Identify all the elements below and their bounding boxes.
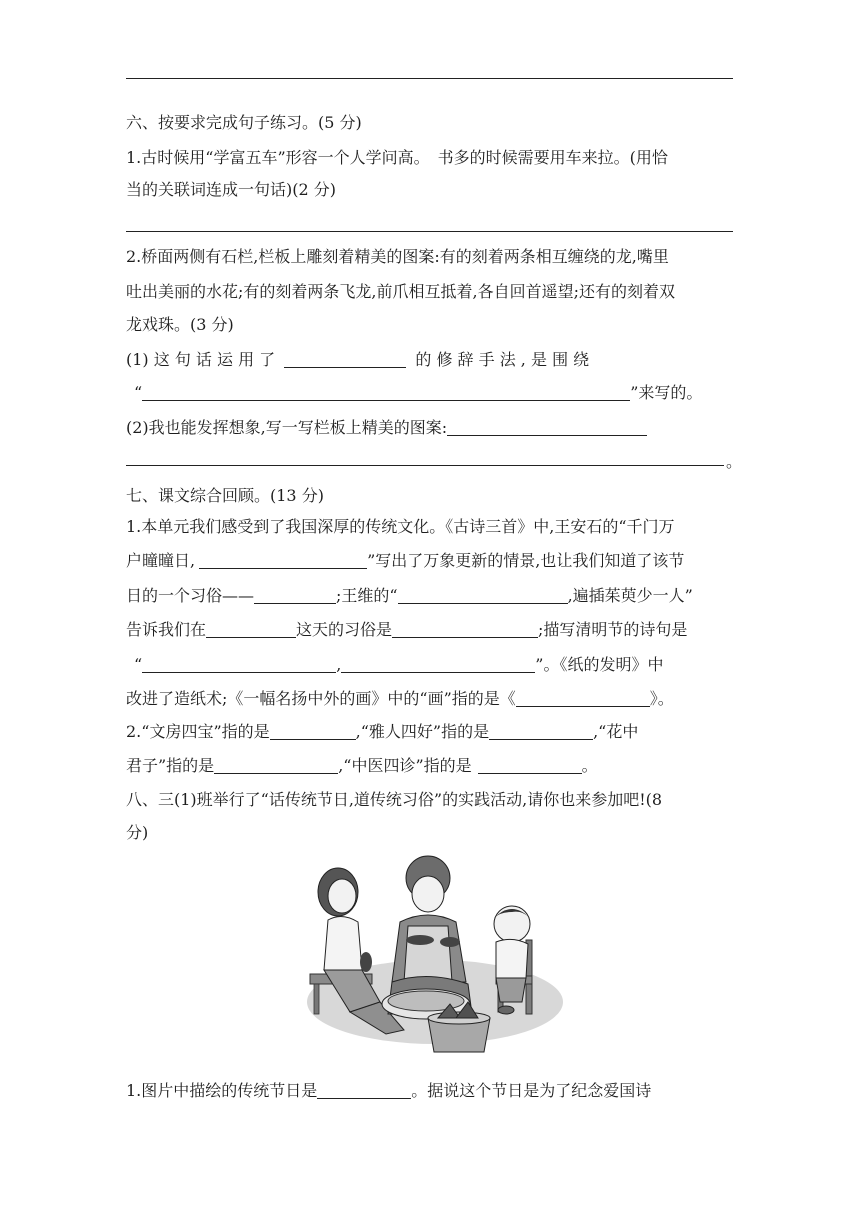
festival-custom-blank[interactable] bbox=[392, 623, 538, 638]
sec7-l5 bbox=[126, 655, 736, 675]
sec7-q2-c: ,“花中 bbox=[593, 722, 639, 741]
top-rule bbox=[126, 78, 733, 79]
sec6-q2-line3: 龙戏珠。(3 分) bbox=[126, 315, 234, 334]
poem-line-blank[interactable] bbox=[199, 554, 367, 569]
four-pastimes-blank[interactable] bbox=[489, 725, 593, 740]
festival-name-blank[interactable] bbox=[317, 1084, 411, 1099]
sec7-l4 bbox=[126, 620, 736, 640]
sec7-l6 bbox=[126, 689, 736, 709]
sec6-q1-line1: 1.古时候用“学富五车”形容一个人学问高。 书多的时候需要用车来拉。(用恰 bbox=[126, 148, 668, 167]
sec7-l3 bbox=[126, 586, 736, 606]
sec7-q2-a: 2.“文房四宝”指的是 bbox=[126, 722, 270, 741]
sec7-l4-b: 这天的习俗是 bbox=[296, 620, 393, 639]
sec7-q2-f: 。 bbox=[581, 756, 598, 775]
sec7-q2-line2 bbox=[126, 756, 736, 776]
sec6-q2-1-suffix: 的 修 辞 手 法 , 是 围 绕 bbox=[415, 350, 590, 369]
sec7-q2-d: 君子”指的是 bbox=[126, 756, 215, 775]
qingming-line-blank-2[interactable] bbox=[341, 658, 535, 673]
sec7-l6-b: 》。 bbox=[649, 689, 674, 708]
painting-name-blank[interactable] bbox=[516, 692, 650, 707]
sec7-l5-b: , bbox=[336, 655, 342, 674]
sec7-l2-b: ”写出了万象更新的情景,也让我们知道了该节 bbox=[367, 551, 685, 570]
sec7-l1: 1.本单元我们感受到了我国深厚的传统文化。《古诗三首》中,王安石的“千门万 bbox=[126, 517, 675, 536]
sec7-l2-a: 户曈曈日, bbox=[126, 551, 196, 570]
sec8-header-line1: 八、三(1)班举行了“话传统节日,道传统习俗”的实践活动,请你也来参加吧!(8 bbox=[126, 790, 663, 809]
sec7-l3-a: 日的一个习俗—— bbox=[126, 586, 255, 605]
period: 。 bbox=[726, 452, 743, 471]
theme-blank[interactable] bbox=[142, 386, 630, 401]
four-diagnosis-blank[interactable] bbox=[478, 759, 582, 774]
sec6-q1-answer-blank[interactable] bbox=[126, 231, 733, 232]
qingming-line-blank-1[interactable] bbox=[142, 658, 336, 673]
pattern-blank-1[interactable] bbox=[447, 421, 647, 436]
sec8-q1-a: 1.图片中描绘的传统节日是 bbox=[126, 1081, 318, 1100]
sec7-l2 bbox=[126, 551, 736, 571]
four-treasures-blank[interactable] bbox=[270, 725, 356, 740]
sec7-l5-c: ”。《纸的发明》中 bbox=[535, 655, 664, 674]
open-quote: “ bbox=[134, 383, 143, 402]
sec7-q2-e: ,“中医四诊”指的是 bbox=[338, 756, 472, 775]
sec7-l6-a: 改进了造纸术;《一幅名扬中外的画》中的“画”指的是《 bbox=[126, 689, 516, 708]
sec7-q2-b: ,“雅人四好”指的是 bbox=[355, 722, 490, 741]
sec7-l5-a: “ bbox=[134, 655, 143, 674]
festival-blank[interactable] bbox=[206, 623, 296, 638]
sec6-q2-2-text: (2)我也能发挥想象,写一写栏板上精美的图案: bbox=[126, 418, 448, 437]
sec8-q1-b: 。据说这个节日是为了纪念爱国诗 bbox=[411, 1081, 652, 1100]
wang-wei-line-blank[interactable] bbox=[398, 589, 568, 604]
zongzi-family-illustration bbox=[300, 852, 570, 1062]
sec8-header-line2: 分) bbox=[126, 823, 149, 842]
sec6-q1-line2: 当的关联词连成一句话)(2 分) bbox=[126, 180, 336, 199]
four-gentlemen-blank[interactable] bbox=[214, 759, 338, 774]
sec7-q2-line1 bbox=[126, 722, 736, 742]
sec6-q2-1-prefix: (1) 这 句 话 运 用 了 bbox=[126, 350, 276, 369]
section-7-header: 七、课文综合回顾。(13 分) bbox=[126, 486, 324, 505]
sec7-l3-c: ,遍插茱萸少一人” bbox=[567, 586, 693, 605]
sec7-l4-a: 告诉我们在 bbox=[126, 620, 207, 639]
close-quote-text: ”来写的。 bbox=[630, 383, 703, 402]
sec8-q1-line bbox=[126, 1081, 736, 1101]
sec6-q2-line1: 2.桥面两侧有石栏,栏板上雕刻着精美的图案:有的刻着两条相互缠绕的龙,嘴里 bbox=[126, 247, 669, 266]
custom-blank[interactable] bbox=[254, 589, 336, 604]
section-6-header: 六、按要求完成句子练习。(5 分) bbox=[126, 113, 362, 132]
rhetoric-blank[interactable] bbox=[284, 353, 406, 368]
sec7-l3-b: ;王维的“ bbox=[336, 586, 398, 605]
sec6-q2-1-line bbox=[126, 350, 736, 370]
sec6-q2-1-line2 bbox=[126, 383, 736, 403]
sec6-q2-2-line bbox=[126, 418, 736, 438]
sec6-q2-line2: 吐出美丽的水花;有的刻着两条飞龙,前爪相互抵着,各自回首遥望;还有的刻着双 bbox=[126, 282, 675, 301]
pattern-blank-2[interactable] bbox=[126, 465, 724, 466]
sec7-l4-c: ;描写清明节的诗句是 bbox=[538, 620, 688, 639]
